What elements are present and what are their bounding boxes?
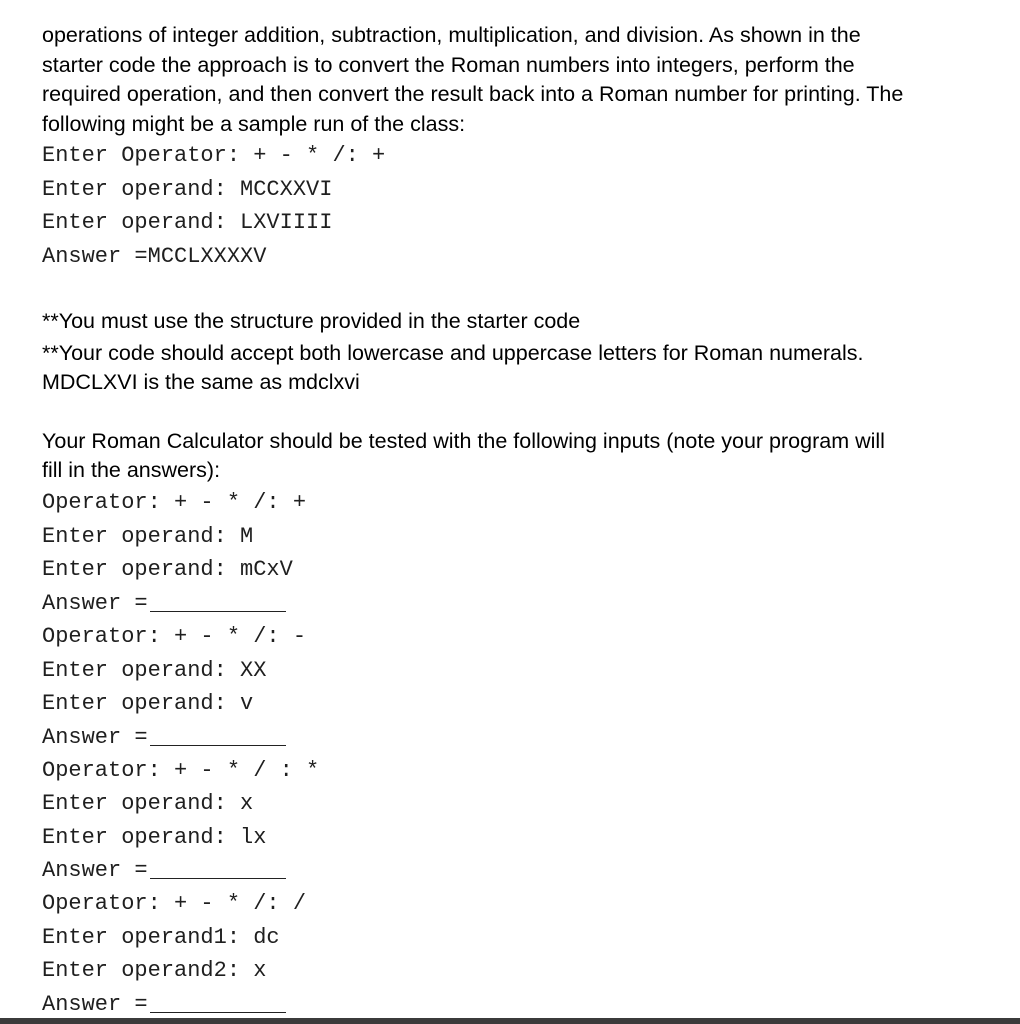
test1-answer-line <box>42 591 286 617</box>
sample-answer-line: Answer =MCCLXXXXV <box>42 244 267 269</box>
test3-operator-line: Operator: + - * / : * <box>42 758 320 783</box>
test3-answer-line <box>42 858 286 884</box>
test3-operand2-line: Enter operand: lx <box>42 825 267 850</box>
sample-operand2-line: Enter operand: LXVIIII <box>42 210 333 235</box>
test4-operand2-line: Enter operand2: x <box>42 958 267 983</box>
sample-operand1-line: Enter operand: MCCXXVI <box>42 177 333 202</box>
tests-intro-line-1: Your Roman Calculator should be tested with the following inputs (note your program will <box>42 429 885 453</box>
note-case: **Your code should accept both lowercase and uppercase letters for Roman numerals. <box>42 341 864 365</box>
test2-operand1-line: Enter operand: XX <box>42 658 267 683</box>
answer-blank <box>150 858 286 879</box>
answer-label: Answer = <box>42 992 148 1017</box>
test1-operand2-line: Enter operand: mCxV <box>42 557 293 582</box>
note-example: MDCLXVI is the same as mdclxvi <box>42 370 360 394</box>
test1-operator-line: Operator: + - * /: + <box>42 490 307 515</box>
intro-line-2: starter code the approach is to convert the Roman numbers into integers, perform the <box>42 53 855 77</box>
intro-line-3: required operation, and then convert the result back into a Roman number for printing. The <box>42 82 904 106</box>
test4-operand1-line: Enter operand1: dc <box>42 925 280 950</box>
test2-answer-line <box>42 725 286 751</box>
bottom-edge-bar <box>0 1018 1020 1024</box>
test1-operand1-line: Enter operand: M <box>42 524 254 549</box>
test3-operand1-line: Enter operand: x <box>42 791 254 816</box>
test2-operator-line: Operator: + - * /: - <box>42 624 307 649</box>
note-structure: **You must use the structure provided in the starter code <box>42 309 581 333</box>
answer-label: Answer = <box>42 725 148 750</box>
test2-operand2-line: Enter operand: v <box>42 691 254 716</box>
tests-intro-line-2: fill in the answers): <box>42 458 221 482</box>
test4-operator-line: Operator: + - * /: / <box>42 891 307 916</box>
answer-blank <box>150 992 286 1013</box>
answer-label: Answer = <box>42 858 148 883</box>
sample-operator-line: Enter Operator: + - * /: + <box>42 143 386 168</box>
answer-label: Answer = <box>42 591 148 616</box>
intro-line-4: following might be a sample run of the class: <box>42 112 466 136</box>
intro-line-1: operations of integer addition, subtraction, multiplication, and division. As shown in the <box>42 23 861 47</box>
answer-blank <box>150 591 286 612</box>
answer-blank <box>150 725 286 746</box>
test4-answer-line <box>42 992 286 1018</box>
